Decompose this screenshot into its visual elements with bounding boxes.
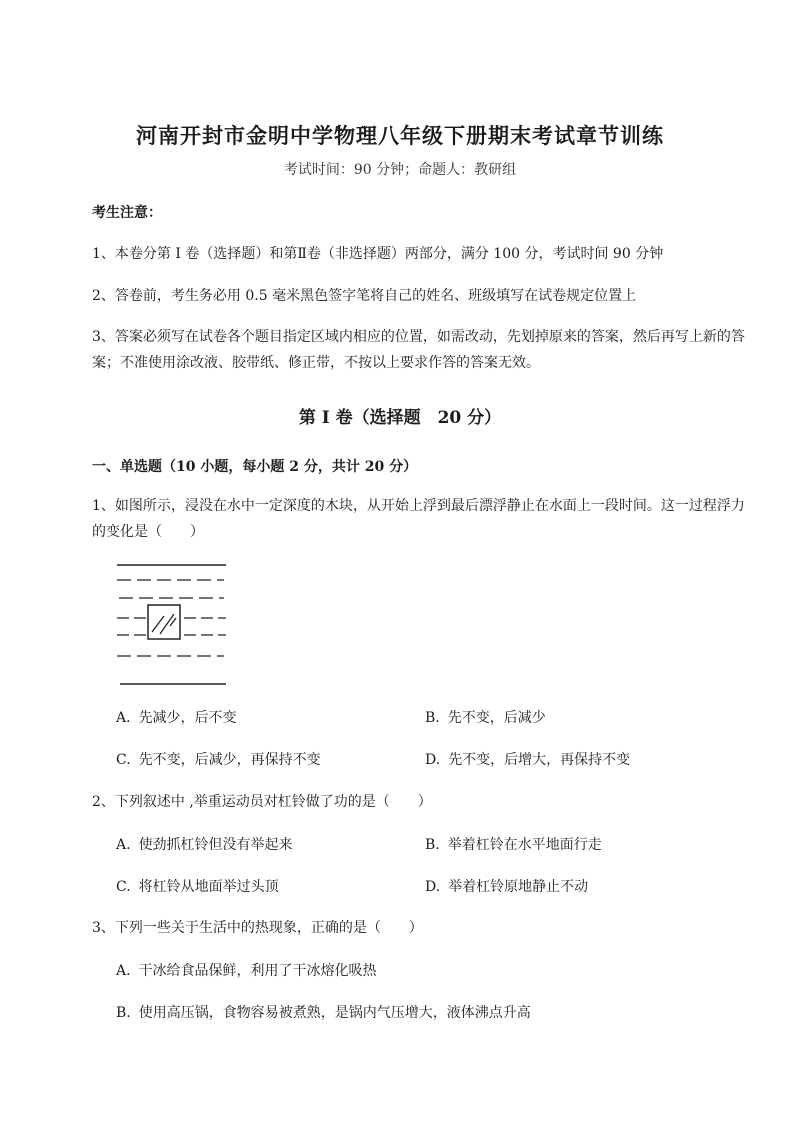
- q2-option-a: A. 使劲抓杠铃但没有举起来: [116, 837, 293, 853]
- part-heading: 一、单选题（10 小题，每小题 2 分，共计 20 分）: [92, 459, 418, 475]
- q2-option-c: C. 将杠铃从地面举过头顶: [116, 879, 279, 895]
- section-title: 第 I 卷（选择题 20 分）: [298, 408, 502, 428]
- q1-option-c: C. 先不变，后减少，再保持不变: [116, 752, 321, 768]
- question-2-stem: 2、下列叙述中 ,举重运动员对杠铃做了功的是（ ）: [92, 794, 432, 810]
- q2-option-d: D. 举着杠铃原地静止不动: [425, 879, 589, 895]
- q3-option-a: A. 干冰给食品保鲜，利用了干冰熔化吸热: [116, 963, 377, 979]
- exam-subtitle: 考试时间：90 分钟；命题人：教研组: [283, 162, 517, 178]
- question-3-stem: 3、下列一些关于生活中的热现象，正确的是（ ）: [92, 920, 423, 936]
- notice-item-2: 2、答卷前，考生务必用 0.5 毫米黑色签字笔将自己的姓名、班级填写在试卷规定位置上: [92, 288, 637, 304]
- question-1-stem: 1、如图所示，浸没在水中一定深度的木块，从开始上浮到最后漂浮静止在水面上一段时间。这一过程浮力的变化是（ ）: [92, 498, 745, 540]
- q2-option-b: B. 举着杠铃在水平地面行走: [425, 837, 602, 853]
- q1-option-b: B. 先不变，后减少: [425, 710, 546, 726]
- q3-option-b: B. 使用高压锅，食物容易被煮熟，是锅内气压增大，液体沸点升高: [116, 1005, 531, 1021]
- q1-option-d: D. 先不变，后增大，再保持不变: [425, 752, 631, 768]
- wooden-block: [148, 605, 180, 639]
- notice-item-3: 3、答案必须写在试卷各个题目指定区域内相应的位置，如需改动，先划掉原来的答案，然后再写上新的答案；不准使用涂改液、胶带纸、修正带，不按以上要求作答的答案无效。: [92, 329, 745, 371]
- notice-heading: 考生注意：: [92, 205, 162, 221]
- floating-block-figure: [112, 560, 232, 690]
- exam-title: 河南开封市金明中学物理八年级下册期末考试章节训练: [136, 123, 664, 148]
- q1-option-a: A. 先减少，后不变: [116, 710, 237, 726]
- notice-item-1: 1、本卷分第 I 卷（选择题）和第Ⅱ卷（非选择题）两部分，满分 100 分，考试时间 90 分钟: [92, 246, 664, 262]
